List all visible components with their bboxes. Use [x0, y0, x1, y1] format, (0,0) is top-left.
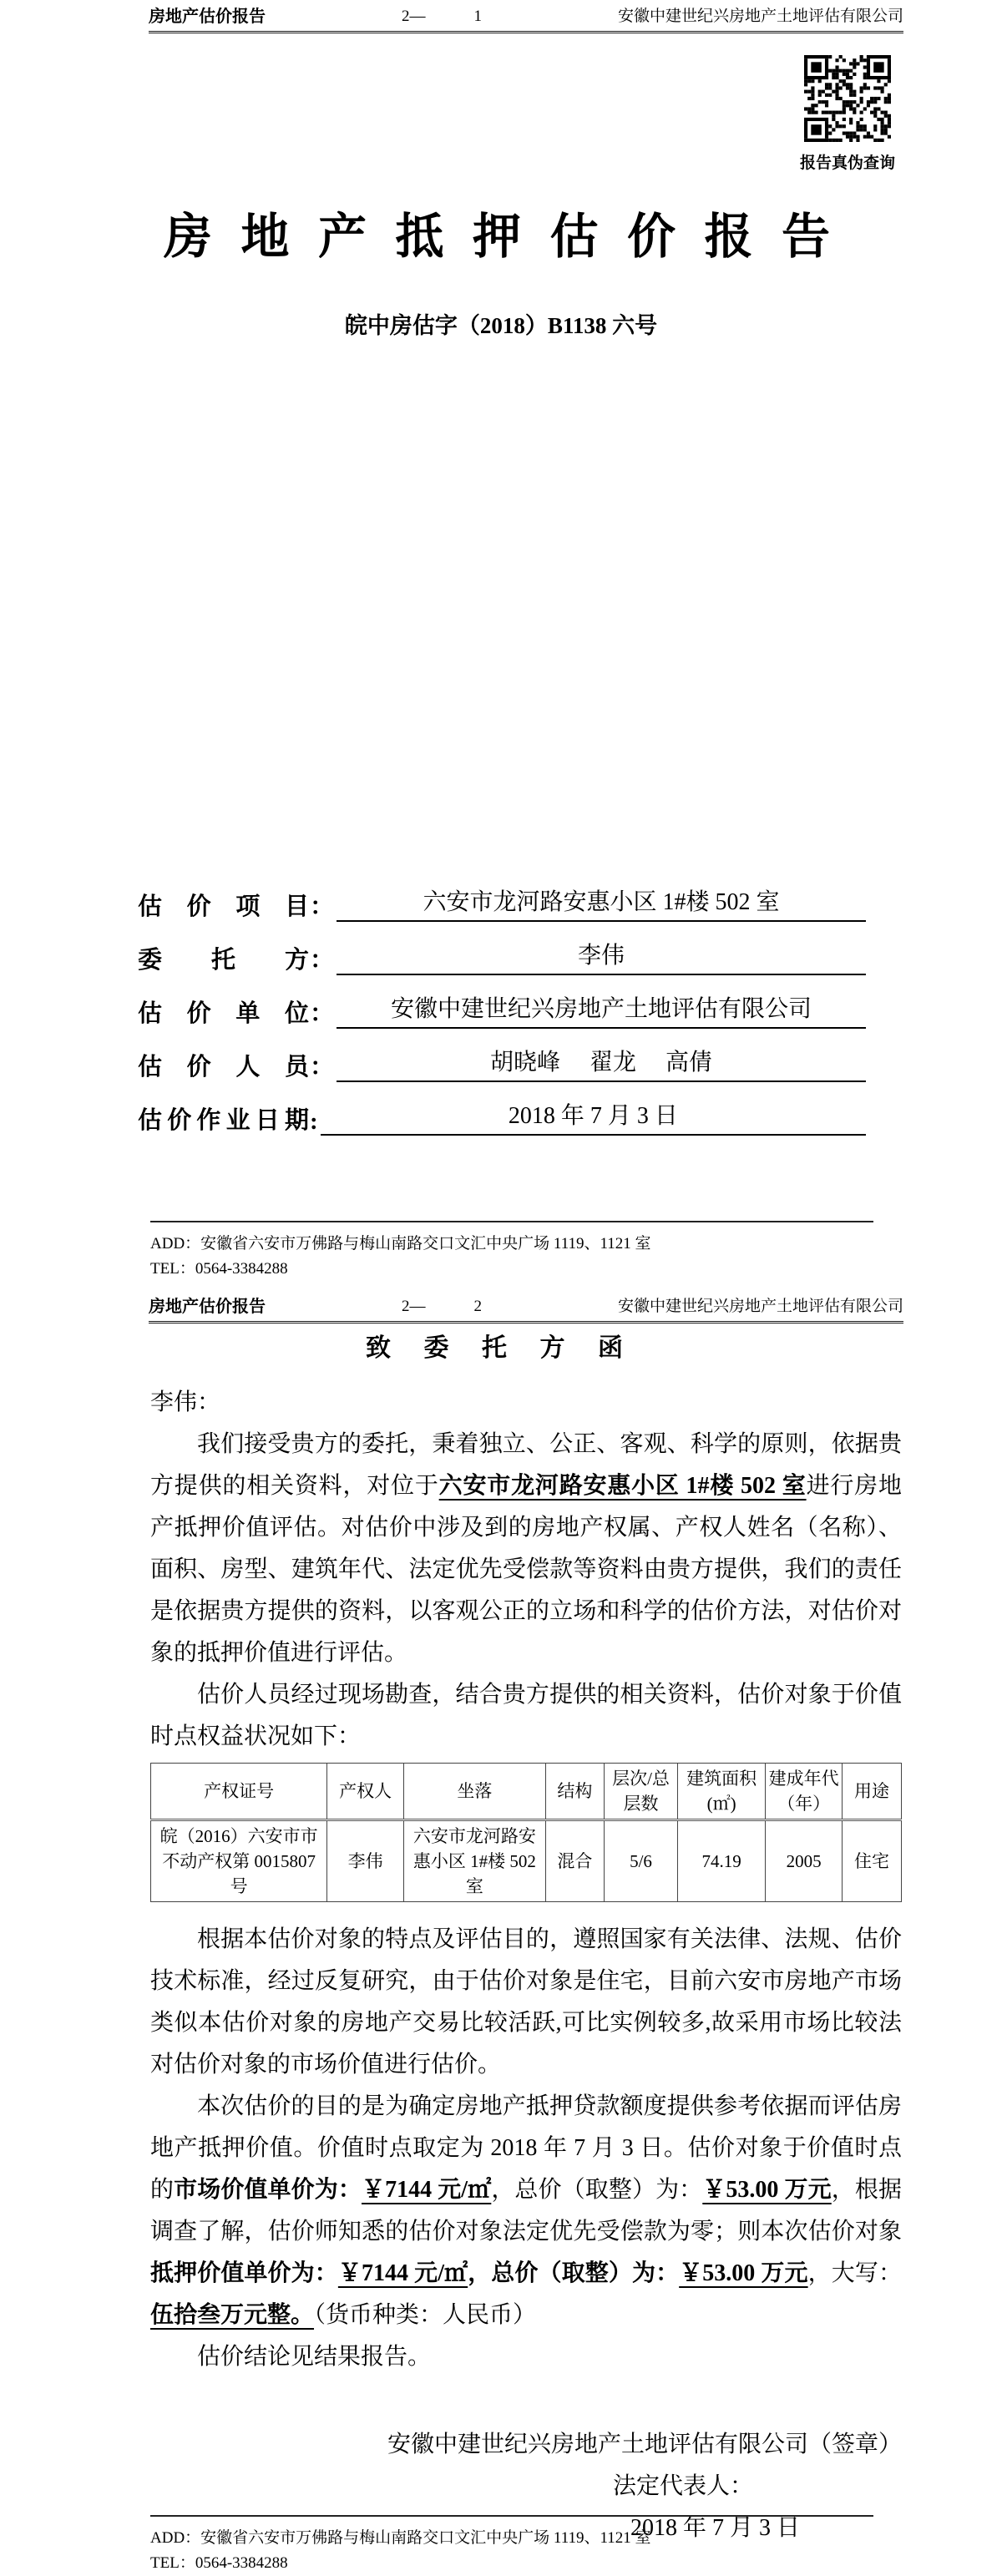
cell-year-built: 2005 — [766, 1820, 843, 1902]
report-document-number: 皖中房估字（2018）B1138 六号 — [344, 313, 658, 338]
header-company-name: 安徽中建世纪兴房地产土地评估有限公司 — [617, 1298, 903, 1315]
footer-phone: TEL：0564-3384288 — [150, 2554, 288, 2572]
qr-code — [804, 55, 891, 142]
field-colon: ： — [310, 947, 335, 974]
col-floor-area: 建筑面积(㎡) — [678, 1764, 766, 1820]
col-use: 用途 — [842, 1764, 901, 1820]
header-page-index: 2 — [473, 1298, 482, 1315]
header-page-index: 1 — [473, 8, 482, 25]
signature-legal-representative: 法定代表人： — [612, 2473, 753, 2499]
cell-owner: 李伟 — [327, 1820, 404, 1902]
header-doc-type: 房地产估价报告 — [149, 1298, 266, 1316]
col-year-built: 建成年代（年） — [766, 1764, 843, 1820]
signature-company: 安徽中建世纪兴房地产土地评估有限公司（签章） — [387, 2432, 902, 2457]
page2-running-footer — [150, 2515, 873, 2576]
field-appraisers — [138, 1042, 866, 1082]
cell-structure: 混合 — [545, 1820, 604, 1902]
field-colon: ： — [310, 1000, 335, 1027]
col-structure: 结构 — [545, 1764, 604, 1820]
col-certificate-number: 产权证号 — [151, 1764, 327, 1820]
field-appraisal-project — [138, 882, 866, 922]
field-appraisal-date — [138, 1096, 866, 1136]
paragraph-method: 根据本估价对象的特点及评估目的，遵照国家有关法律、法规、估价技术标准，经过反复研究，由于估价对象是住宅，目前六安市房地产市场类似本估价对象的房地产交易比较活跃,可比实例较多,故采用市场比较法对估价对象的市场价值进行估价。 — [150, 1926, 902, 2078]
header-section-number: 2— — [401, 8, 426, 25]
field-colon: ： — [310, 893, 335, 920]
header-doc-type: 房地产估价报告 — [149, 8, 266, 26]
field-colon: : — [310, 1108, 318, 1135]
field-label: 估 价 人 员 — [138, 1054, 309, 1081]
qr-caption: 报告真伪查询 — [799, 154, 895, 172]
header-page-number — [402, 1297, 482, 1317]
col-owner: 产权人 — [327, 1764, 404, 1820]
field-label: 估 价 单 位 — [138, 1000, 309, 1027]
table-header-row — [151, 1764, 902, 1820]
header-page-number — [402, 7, 482, 27]
field-label: 估价作业日期 — [138, 1107, 309, 1134]
cell-floor: 5/6 — [604, 1820, 677, 1902]
field-value: 2018 年 7 月 3 日 — [321, 1097, 866, 1136]
page1-running-footer — [150, 1221, 873, 1282]
field-label: 委 托 方 — [138, 947, 309, 974]
cover-form — [138, 882, 866, 1149]
paragraph-conclusion: 估价结论见结果报告。 — [197, 2344, 432, 2370]
letter-title: 致 委 托 方 函 — [366, 1334, 636, 1362]
field-label: 估 价 项 目 — [138, 893, 309, 920]
field-value: 李伟 — [337, 937, 866, 975]
field-value: 胡晓峰 翟龙 高倩 — [337, 1044, 866, 1082]
header-company-name: 安徽中建世纪兴房地产土地评估有限公司 — [617, 8, 903, 25]
field-colon: ： — [310, 1054, 335, 1081]
salutation: 李伟： — [150, 1389, 221, 1415]
paragraph-survey: 估价人员经过现场勘查，结合贵方提供的相关资料，估价对象于价值时点权益状况如下： — [150, 1682, 902, 1749]
field-value: 安徽中建世纪兴房地产土地评估有限公司 — [337, 990, 866, 1029]
property-rights-table — [150, 1763, 902, 1902]
header-section-number: 2— — [401, 1298, 426, 1315]
field-appraisal-agency — [138, 989, 866, 1029]
cell-floor-area: 74.19 — [678, 1820, 766, 1902]
col-location: 坐落 — [403, 1764, 545, 1820]
cell-use: 住宅 — [842, 1820, 901, 1902]
page2-running-header — [149, 1297, 903, 1323]
footer-address: ADD：安徽省六安市万佛路与梅山南路交口文汇中央广场 1119、1121 室 — [150, 1235, 651, 1253]
field-client — [138, 935, 866, 975]
paragraph-commission: 我们接受贵方的委托，秉着独立、公正、客观、科学的原则，依据贵方提供的相关资料，对位于六安市龙河路安惠小区 1#楼 502 室进行房地产抵押价值评估。对估价中涉及到的房地产权属、产权人姓名（名称）、面积、房型、建筑年代、法定优先受偿款等资料由贵方提供，我们的责任是依据贵方提供的资料，以客观公正的立场和科学的估价方法，对估价对象的抵押价值进行评估。 — [150, 1431, 902, 1666]
report-page-2 — [0, 1290, 1002, 2576]
signature-date: 2018 年 7 月 3 日 — [630, 2515, 800, 2541]
col-floor: 层次/总层数 — [604, 1764, 677, 1820]
report-title: 房 地 产 抵 押 估 价 报 告 — [163, 210, 838, 264]
letter-body — [150, 1382, 902, 2549]
footer-address: ADD：安徽省六安市万佛路与梅山南路交口文汇中央广场 1119、1121 室 — [150, 2529, 651, 2547]
table-row — [151, 1820, 902, 1902]
cell-certificate-number: 皖（2016）六安市市不动产权第 0015807 号 — [151, 1820, 327, 1902]
page1-running-header — [149, 7, 903, 33]
paragraph-valuation-result: 本次估价的目的是为确定房地产抵押贷款额度提供参考依据而评估房地产抵押价值。价值时点取定为 2018 年 7 月 3 日。估价对象于价值时点的市场价值单价为：￥7144 元/㎡，总价（取整）为：￥53.00 万元，根据调查了解，估价师知悉的估价对象法定优先受偿款为零；则本次估价对象抵押价值单价为：￥7144 元/㎡，总价（取整）为：￥53.00 万元，大写：伍拾叁万元整。（货币种类：人民币） — [150, 2093, 902, 2328]
cell-location: 六安市龙河路安惠小区 1#楼 502 室 — [403, 1820, 545, 1902]
field-value: 六安市龙河路安惠小区 1#楼 502 室 — [337, 883, 866, 922]
footer-phone: TEL：0564-3384288 — [150, 1260, 288, 1278]
